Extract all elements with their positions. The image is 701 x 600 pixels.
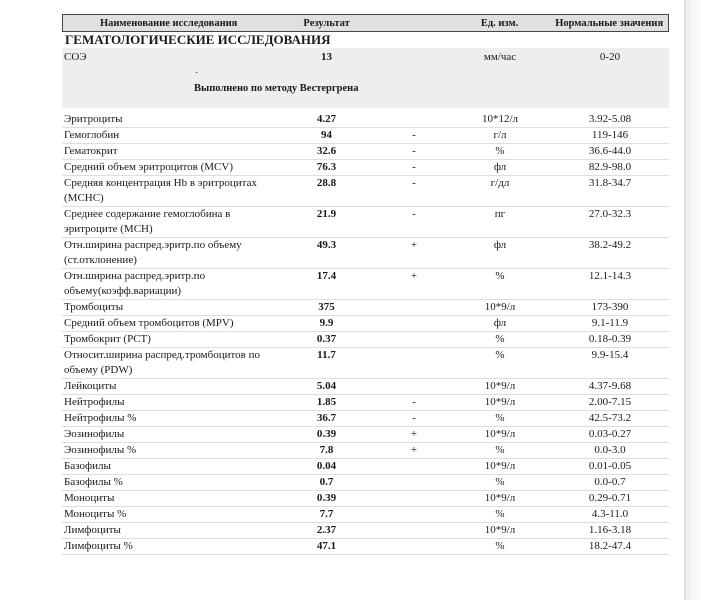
- row-name: Эритроциты: [64, 113, 123, 125]
- row-value: 7.7: [319, 508, 334, 520]
- table-row: [62, 523, 669, 539]
- row-norm: 0.0-0.7: [594, 476, 626, 488]
- row-unit: пг: [494, 208, 506, 220]
- row-unit: %: [495, 444, 505, 456]
- header-name: Наименование исследования: [99, 17, 238, 29]
- row-name: Средняя концентрация Hb в эритроцитах (MCHC): [64, 177, 257, 204]
- row-unit: фл: [493, 161, 507, 173]
- row-flag: -: [412, 412, 416, 424]
- table-row: [62, 395, 669, 411]
- row-name: Гематокрит: [64, 145, 118, 157]
- row-name: Отн.ширина распред.эритр.по объему (ст.отклонение): [64, 239, 242, 266]
- row-unit: 10*9/л: [484, 492, 516, 504]
- row-unit: г/л: [493, 129, 507, 141]
- table-row: [62, 207, 669, 238]
- row-norm: 38.2-49.2: [588, 239, 632, 251]
- row-value: 49.3: [316, 239, 337, 251]
- row-flag: -: [412, 145, 416, 157]
- row-unit: %: [495, 349, 505, 361]
- row-unit: %: [495, 540, 505, 552]
- row-norm: 0.29-0.71: [588, 492, 632, 504]
- table-row: [62, 238, 669, 269]
- row-norm: 0.03-0.27: [588, 428, 632, 440]
- row-name: Базофилы: [64, 460, 111, 472]
- soe-flag: [379, 51, 449, 63]
- row-norm: 31.8-34.7: [588, 177, 632, 189]
- row-name: Тромбокрит (PCT): [64, 333, 151, 345]
- row-flag: [379, 523, 449, 538]
- row-value: 0.39: [316, 428, 337, 440]
- row-name: Нейтрофилы: [64, 396, 125, 408]
- row-name: Среднее содержание гемоглобина в эритроците (MCH): [64, 208, 231, 235]
- row-flag: -: [412, 208, 416, 220]
- row-flag: [379, 332, 449, 347]
- row-value: 9.9: [319, 317, 334, 329]
- soe-name: СОЭ: [64, 51, 87, 63]
- row-unit: 10*9/л: [484, 380, 516, 392]
- row-name: Базофилы %: [64, 476, 123, 488]
- row-value: 17.4: [316, 270, 337, 282]
- row-flag: [379, 112, 449, 127]
- results-table-body: [62, 112, 669, 555]
- soe-dot: ·: [195, 68, 199, 79]
- table-row: [62, 128, 669, 144]
- row-norm: 4.37-9.68: [588, 380, 632, 392]
- row-value: 0.7: [319, 476, 334, 488]
- row-name: Тромбоциты: [64, 301, 124, 313]
- row-value: 5.04: [316, 380, 337, 392]
- row-unit: %: [495, 145, 505, 157]
- row-value: 1.85: [316, 396, 337, 408]
- table-row: [62, 443, 669, 459]
- row-name: Средний объем тромбоцитов (MPV): [64, 317, 234, 329]
- row-norm: 173-390: [591, 301, 629, 313]
- row-name: Моноциты %: [64, 508, 127, 520]
- row-flag: -: [412, 161, 416, 173]
- table-row: [62, 539, 669, 555]
- table-row: [62, 348, 669, 379]
- soe-row: [62, 51, 669, 63]
- method-note: Выполнено по методу Вестергрена: [194, 83, 359, 94]
- row-norm: 27.0-32.3: [588, 208, 632, 220]
- header-result: Результат: [303, 17, 350, 29]
- soe-block: [62, 48, 669, 108]
- row-value: 4.27: [316, 113, 337, 125]
- row-flag: [379, 491, 449, 506]
- header-unit: Ед. изм.: [480, 17, 519, 29]
- row-value: 28.8: [316, 177, 337, 189]
- row-value: 21.9: [316, 208, 337, 220]
- row-value: 76.3: [316, 161, 337, 173]
- row-value: 94: [321, 129, 332, 141]
- row-flag: [379, 507, 449, 522]
- row-norm: 9.1-11.9: [591, 317, 629, 329]
- row-name: Лимфоциты %: [64, 540, 133, 552]
- row-value: 7.8: [319, 444, 334, 456]
- row-norm: 2.00-7.15: [588, 396, 632, 408]
- section-title: ГЕМАТОЛОГИЧЕСКИЕ ИССЛЕДОВАНИЯ: [62, 32, 669, 48]
- row-value: 47.1: [316, 540, 337, 552]
- row-unit: фл: [493, 317, 507, 329]
- lab-results-document: [62, 14, 669, 555]
- row-name: Лейкоциты: [64, 380, 117, 392]
- row-unit: %: [495, 476, 505, 488]
- table-header: [62, 14, 669, 32]
- table-row: [62, 112, 669, 128]
- table-row: [62, 332, 669, 348]
- row-norm: 36.6-44.0: [588, 145, 632, 157]
- table-row: [62, 507, 669, 523]
- table-row: [62, 475, 669, 491]
- row-unit: фл: [493, 239, 507, 251]
- row-norm: 12.1-14.3: [588, 270, 632, 282]
- row-norm: 18.2-47.4: [588, 540, 632, 552]
- row-norm: 3.92-5.08: [588, 113, 632, 125]
- row-name: Отн.ширина распред.эритр.по объему(коэфф.вариации): [64, 270, 206, 297]
- row-flag: +: [410, 270, 418, 282]
- row-unit: %: [495, 508, 505, 520]
- header-norm: Нормальные значения: [555, 17, 664, 29]
- row-unit: %: [495, 333, 505, 345]
- row-flag: [379, 539, 449, 554]
- table-row: [62, 459, 669, 475]
- row-unit: %: [495, 412, 505, 424]
- row-unit: 10*9/л: [484, 524, 516, 536]
- row-value: 0.04: [316, 460, 337, 472]
- table-row: [62, 411, 669, 427]
- row-flag: [379, 300, 449, 315]
- row-name: Эозинофилы: [64, 428, 125, 440]
- row-name: Средний объем эритроцитов (MCV): [64, 161, 234, 173]
- row-unit: г/дл: [490, 177, 510, 189]
- row-norm: 42.5-73.2: [588, 412, 632, 424]
- row-flag: [379, 475, 449, 490]
- row-unit: %: [495, 270, 505, 282]
- row-flag: [379, 316, 449, 331]
- soe-unit: мм/час: [483, 51, 517, 63]
- row-value: 11.7: [317, 349, 336, 361]
- row-norm: 82.9-98.0: [588, 161, 632, 173]
- row-norm: 1.16-3.18: [588, 524, 632, 536]
- row-flag: -: [412, 129, 416, 141]
- row-value: 32.6: [316, 145, 337, 157]
- table-row: [62, 160, 669, 176]
- row-norm: 0.18-0.39: [588, 333, 632, 345]
- table-row: [62, 379, 669, 395]
- row-unit: 10*9/л: [484, 428, 516, 440]
- row-flag: -: [412, 396, 416, 408]
- table-row: [62, 176, 669, 207]
- row-value: 2.37: [316, 524, 337, 536]
- row-name: Гемоглобин: [64, 129, 120, 141]
- row-norm: 0.01-0.05: [588, 460, 632, 472]
- row-name: Лимфоциты: [64, 524, 121, 536]
- row-name: Эозинофилы %: [64, 444, 137, 456]
- row-value: 0.39: [316, 492, 337, 504]
- row-flag: +: [410, 444, 418, 456]
- row-name: Относит.ширина распред.тромбоцитов по объему (PDW): [64, 349, 260, 376]
- page-edge-shadow: [684, 0, 701, 600]
- row-name: Моноциты: [64, 492, 115, 504]
- row-value: 375: [318, 301, 335, 313]
- table-row: [62, 491, 669, 507]
- table-row: [62, 427, 669, 443]
- row-unit: 10*12/л: [481, 113, 519, 125]
- row-flag: [379, 459, 449, 474]
- soe-value: 13: [321, 51, 332, 63]
- row-norm: 119-146: [591, 129, 629, 141]
- table-row: [62, 316, 669, 332]
- row-value: 0.37: [316, 333, 337, 345]
- row-flag: +: [410, 239, 418, 251]
- row-unit: 10*9/л: [484, 301, 516, 313]
- row-flag: -: [412, 177, 416, 189]
- soe-norm: 0-20: [599, 51, 621, 63]
- row-name: Нейтрофилы %: [64, 412, 137, 424]
- row-flag: [379, 348, 449, 378]
- row-norm: 4.3-11.0: [591, 508, 629, 520]
- row-norm: 9.9-15.4: [591, 349, 629, 361]
- row-flag: [379, 379, 449, 394]
- table-row: [62, 300, 669, 316]
- table-row: [62, 269, 669, 300]
- row-unit: 10*9/л: [484, 460, 516, 472]
- row-value: 36.7: [316, 412, 337, 424]
- row-unit: 10*9/л: [484, 396, 516, 408]
- row-flag: +: [410, 428, 418, 440]
- table-row: [62, 144, 669, 160]
- row-norm: 0.0-3.0: [594, 444, 626, 456]
